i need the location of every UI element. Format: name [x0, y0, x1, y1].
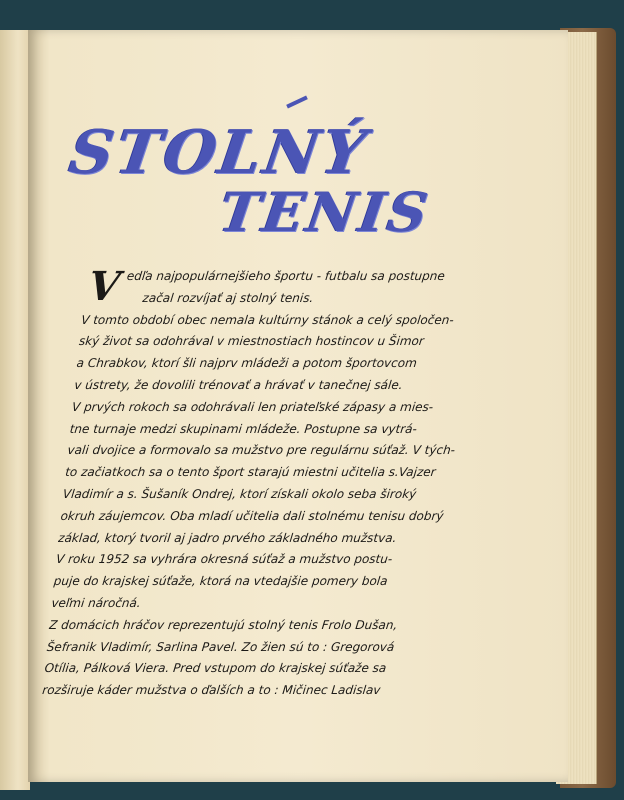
text-line: V roku 1952 sa vyhrára okresná súťaž a mužstvo postu- [55, 552, 393, 567]
title-line-2: TENIS [215, 180, 435, 244]
text-line: V tomto období obec nemala kultúrny stánok a celý spoločen- [80, 312, 455, 327]
text-line: edľa najpopulárnejšieho športu - futbalu sa postupne [126, 269, 446, 283]
text-line: vali dvojice a formovalo sa mužstvo pre regulárnu súťaž. V tých- [66, 443, 456, 458]
handwritten-text [41, 263, 571, 702]
title-line-1: STOLNÝ [65, 118, 374, 188]
text-line: v ústrety, že dovolili trénovať a hrávať v tanečnej sále. [73, 377, 404, 392]
text-line: základ, ktorý tvoril aj jadro prvého základného mužstva. [57, 530, 398, 545]
text-line: veľmi náročná. [50, 595, 142, 610]
text-line: tne turnaje medzi skupinami mládeže. Postupne sa vytrá- [69, 421, 418, 436]
text-line: Otília, Pálková Viera. Pred vstupom do krajskej súťaže sa [43, 661, 388, 676]
text-line: Vladimír a s. Šušaník Ondrej, ktorí získali okolo seba široký [62, 486, 418, 501]
text-line: a Chrabkov, ktorí šli najprv mládeži a potom športovcom [75, 356, 418, 371]
drop-cap: V [86, 263, 123, 310]
text-line: V prvých rokoch sa odohrávali len priateľské zápasy a mies- [71, 399, 434, 414]
text-line: puje do krajskej súťaže, ktorá na vtedajšie pomery bola [53, 574, 389, 589]
text-line: Šefranik Vladimír, Sarlina Pavel. Zo žien sú to : Gregorová [46, 639, 396, 654]
text-line: rozširuje káder mužstva o ďalších a to : Mičinec Ladislav [41, 683, 382, 698]
text-line: ský život sa odohrával v miestnostiach hostincov u Šimor [78, 334, 425, 349]
text-line: okruh záujemcov. Oba mladí učitelia dali stolnému tenisu dobrý [59, 508, 445, 523]
text-line: začal rozvíjať aj stolný tenis. [141, 290, 315, 305]
text-line: Z domácich hráčov reprezentujú stolný tenis Frolo Dušan, [48, 617, 399, 632]
left-page-edge [0, 30, 30, 790]
text-line: to začiatkoch sa o tento šport starajú miestni učitelia s.Vajzer [64, 465, 437, 480]
